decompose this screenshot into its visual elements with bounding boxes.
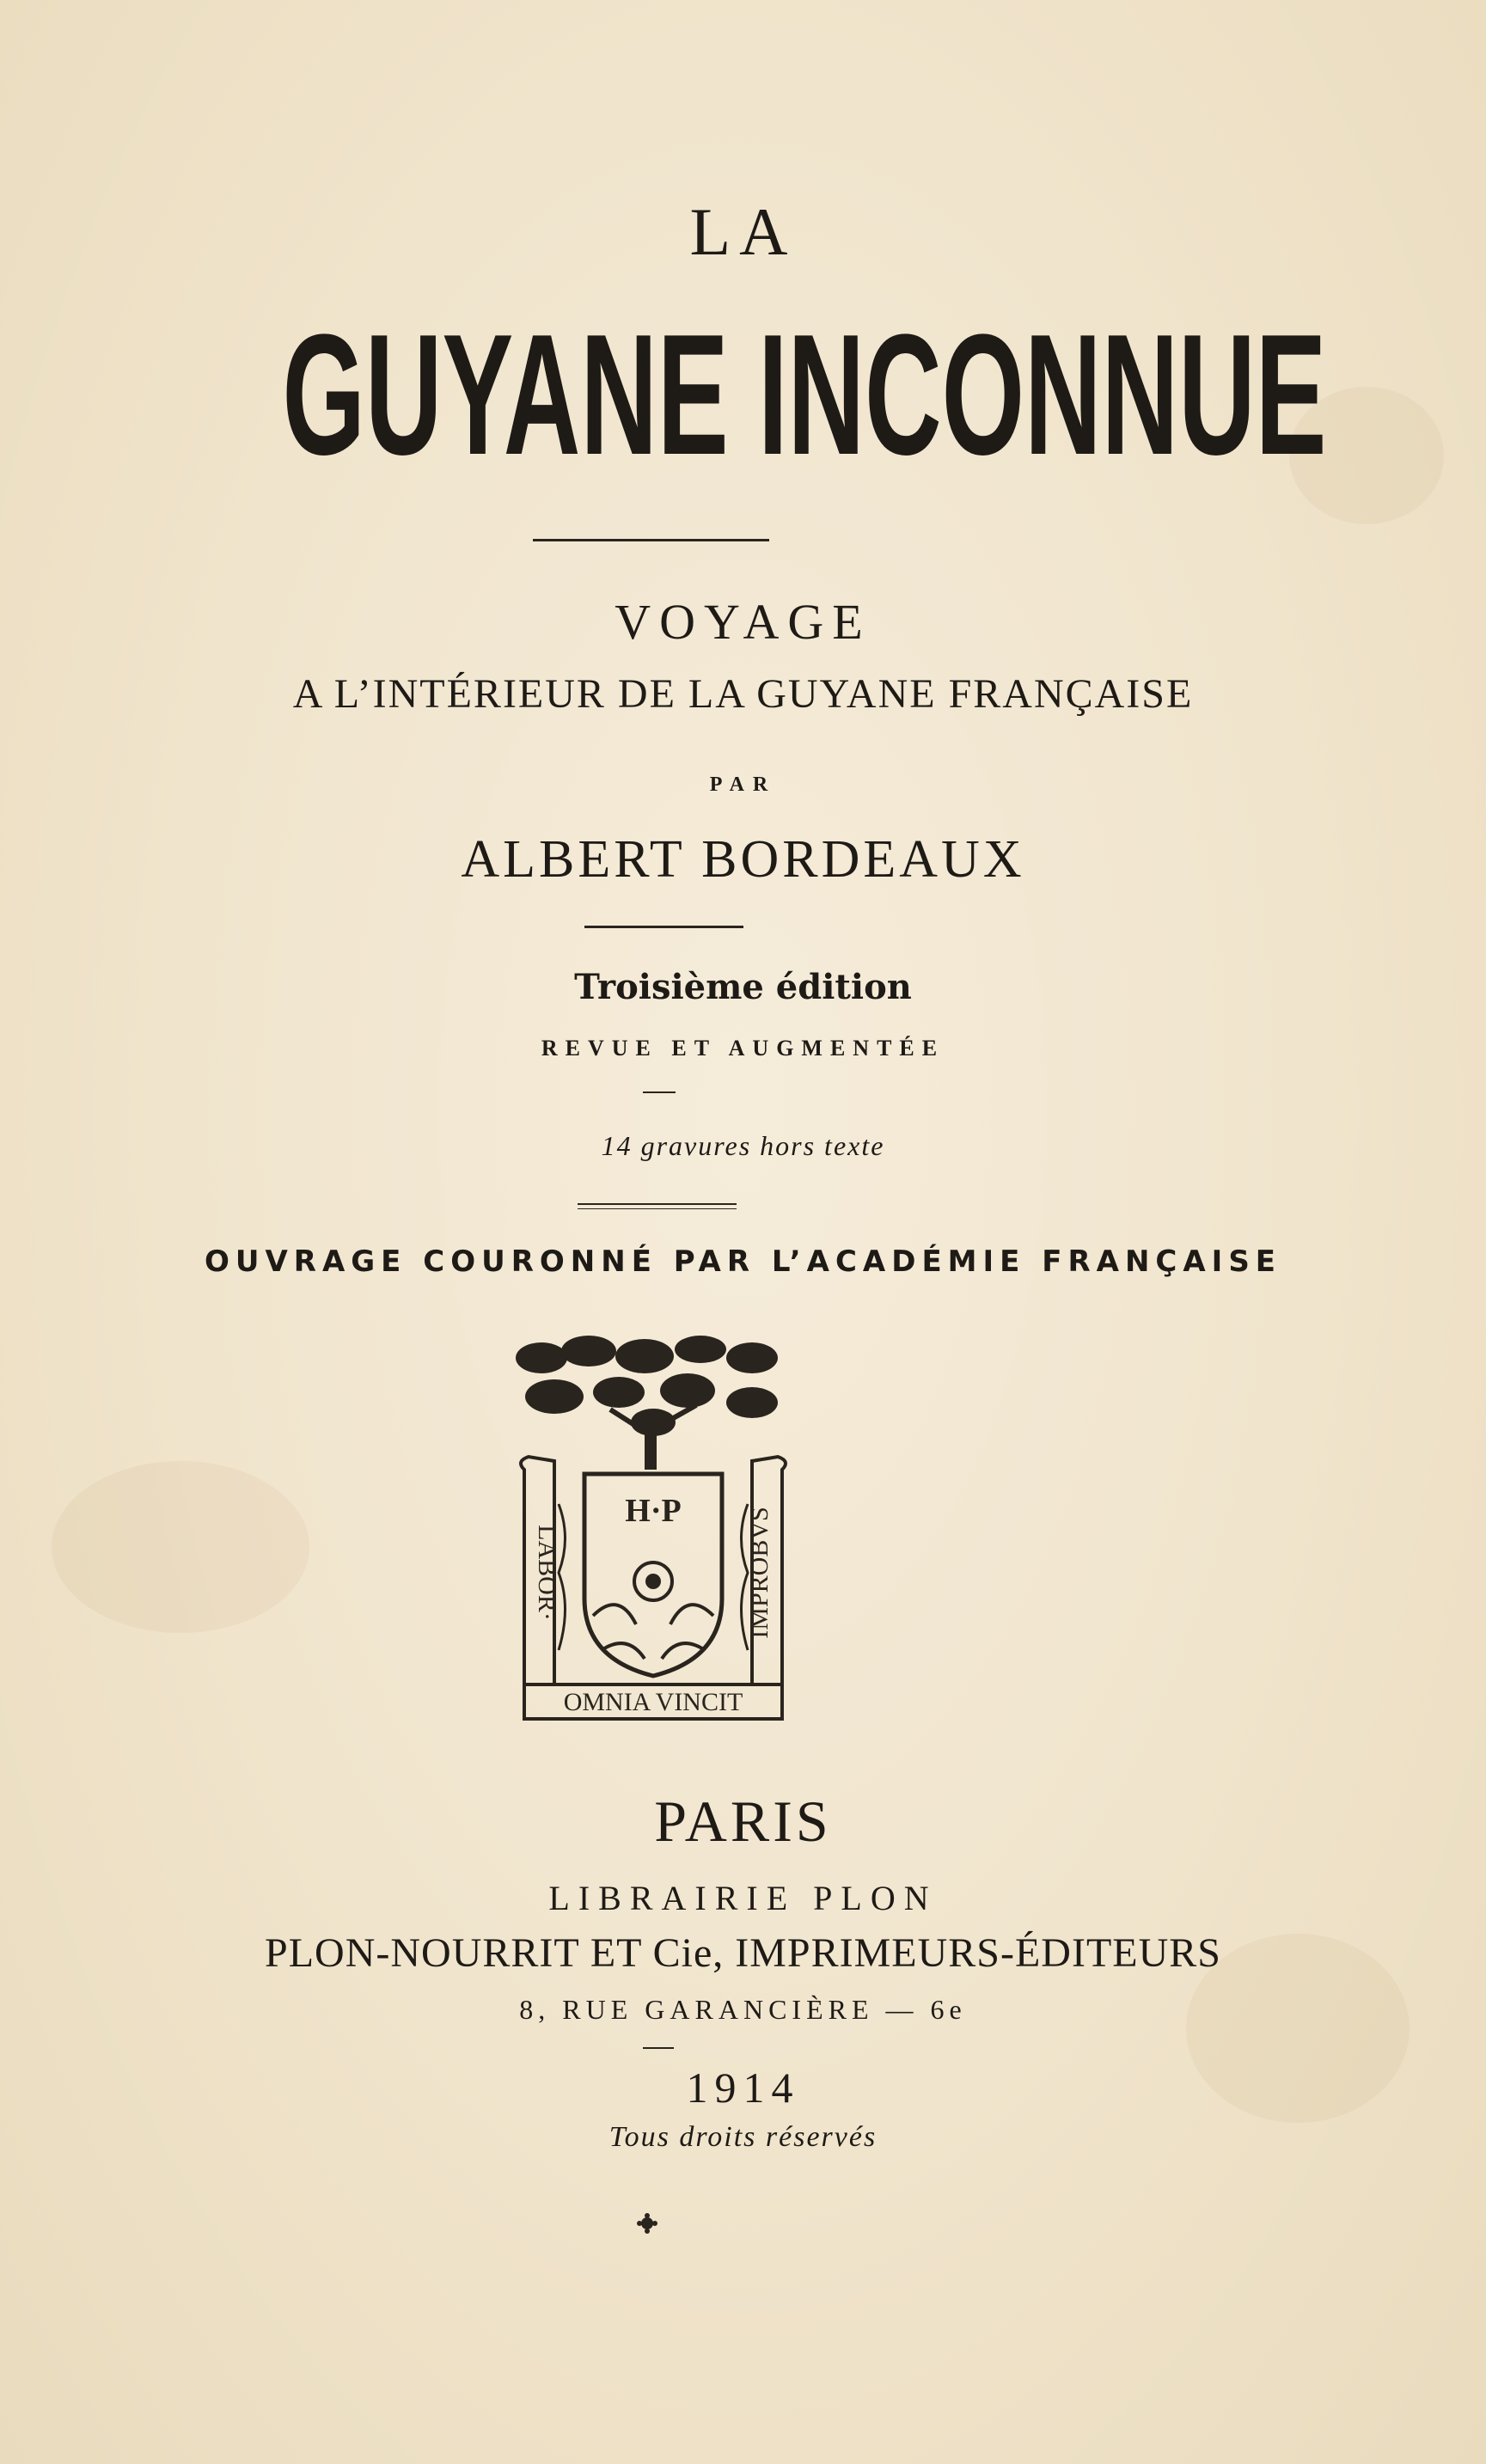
byline-par: PAR [709, 773, 777, 796]
author-name: ALBERT BORDEAUX [461, 830, 1025, 889]
publisher-emblem [507, 1332, 799, 1727]
edition-label: Troisième édition [574, 967, 912, 1007]
award-line: OUVRAGE COURONNÉ PAR L’ACADÉMIE FRANÇAISE [204, 1244, 1282, 1279]
tree-icon [516, 1336, 778, 1470]
double-rule [578, 1203, 737, 1209]
book-title: GUYANE INCONNUE [282, 299, 1327, 491]
emblem-left-text: LABOR· [533, 1525, 561, 1621]
imprint-city: PARIS [654, 1788, 832, 1854]
divider-rule [584, 926, 743, 928]
short-divider [643, 1091, 676, 1093]
subtitle-detail: A L’INTÉRIEUR DE LA GUYANE FRANÇAISE [292, 671, 1194, 717]
fleuron-icon [637, 2213, 657, 2234]
imprint-address: 8, RUE GARANCIÈRE — 6e [519, 1994, 967, 2025]
imprint-printers: PLON-NOURRIT ET Cie, IMPRIMEURS-ÉDITEURS [265, 1930, 1221, 1976]
emblem-bottom-text: OMNIA VINCIT [563, 1688, 743, 1716]
title-article: LA [689, 194, 797, 269]
emblem-right-text: IMPROBVS [745, 1507, 774, 1639]
illustrations-note: 14 gravures hors texte [601, 1130, 885, 1161]
edition-revision: REVUE ET AUGMENTÉE [541, 1036, 945, 1061]
short-divider [643, 2047, 674, 2049]
emblem-monogram: H·P [625, 1493, 682, 1529]
divider-rule [533, 539, 769, 541]
imprint-year: 1914 [686, 2064, 800, 2112]
subtitle-voyage: VOYAGE [615, 594, 871, 650]
imprint-publisher: LIBRAIRIE PLON [548, 1879, 938, 1917]
paper-stain [52, 1461, 309, 1633]
imprint-rights: Tous droits réservés [608, 2121, 878, 2153]
